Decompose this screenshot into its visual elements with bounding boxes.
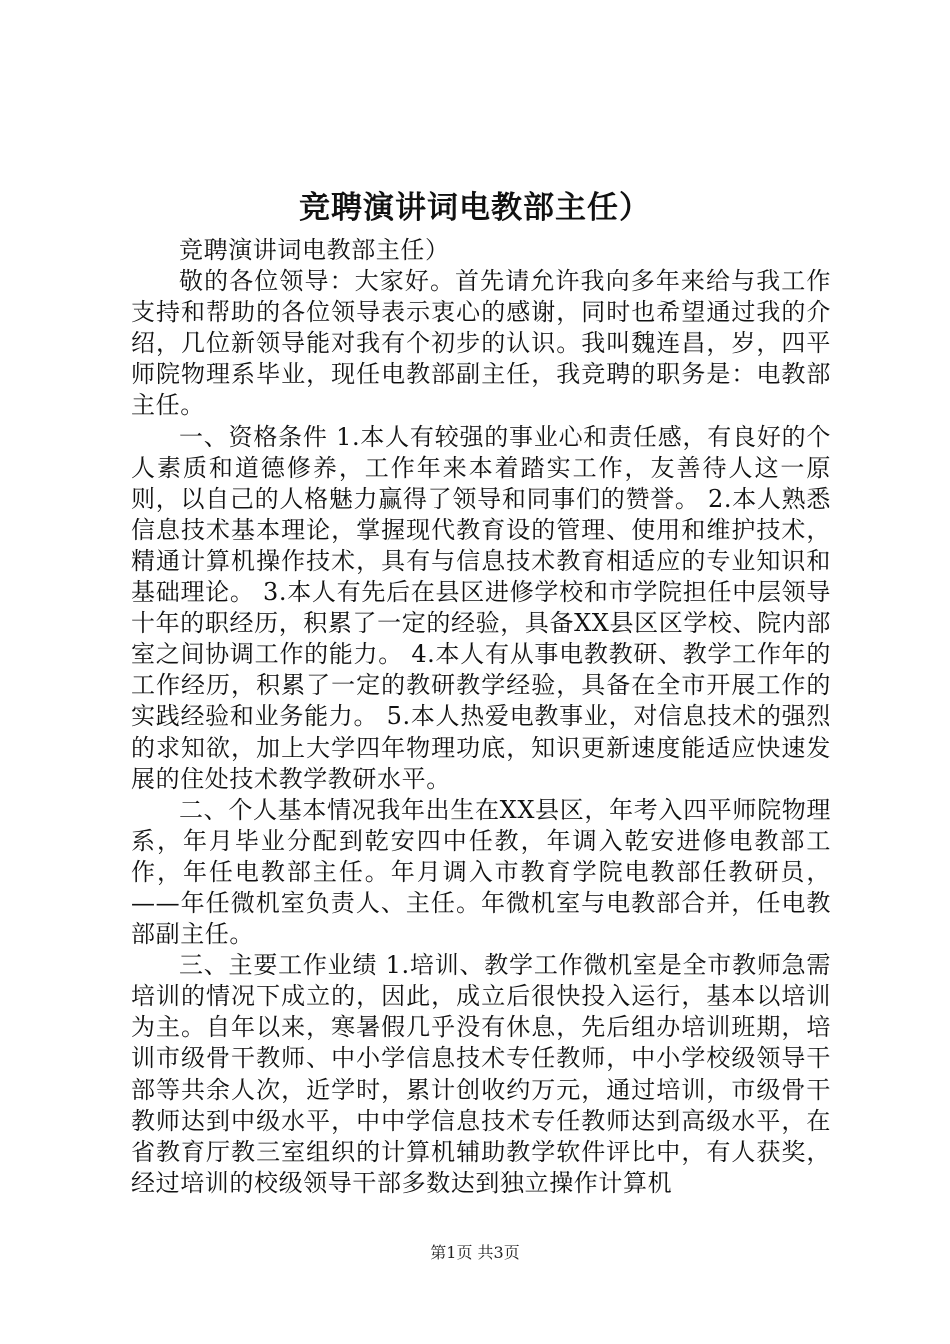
paragraph-subtitle: 竞聘演讲词电教部主任） <box>179 236 450 264</box>
document-title: 竞聘演讲词电教部主任） <box>299 190 651 226</box>
paragraph-achievements: 三、主要工作业绩 1.培训、教学工作微机室是全市教师急需培训的情况下成立的，因此，成立后很快投入运行，基本以培训为主。自年以来，寒暑假几乎没有休息，先后组办培训班期，培训市级骨干教师、中小学信息技术专任教师，中小学校级领导干部等共余人次，近学时，累计创收约万元，通过培训，市级骨干教师达到中级水平，中中学信息技术专任教师达到高级水平，在省教育厅教三室组织的计算机辅助教学软件评比中，有人获奖，经过培训的校级领导干部多数达到独立操作计算机 <box>131 951 831 1197</box>
paragraph-greeting: 敬的各位领导：大家好。首先请允许我向多年来给与我工作支持和帮助的各位领导表示衷心的感谢，同时也希望通过我的介绍，几位新领导能对我有个初步的认识。我叫魏连昌，岁，四平师院物理系毕业，现任电教部副主任，我竞聘的职务是：电教部主任。 <box>131 267 831 420</box>
paragraph-qualifications: 一、资格条件 1.本人有较强的事业心和责任感，有良好的个人素质和道德修养，工作年来本着踏实工作，友善待人这一原则，以自己的人格魅力赢得了领导和同事们的赞誉。 2.本人熟悉信息技术基本理论，掌握现代教育设的管理、使用和维护技术，精通计算机操作技术，具有与信息技术教育相适应的专业知识和基础理论。 3.本人有先后在县区进修学校和市学院担任中层领导十年的职经历，积累了一定的经验，具备XX县区区学校、院内部室之间协调工作的能力。 4.本人有从事电教教研、教学工作年的工作经历，积累了一定的教研教学经验，具备在全市开展工作的实践经验和业务能力。 5.本人热爱电教事业，对信息技术的强烈的求知欲，加上大学四年物理功底，知识更新速度能适应快速发展的住处技术教学教研水平。 <box>131 422 831 793</box>
document-body <box>131 235 831 1199</box>
page-footer: 第1页 共3页 <box>430 1243 520 1262</box>
paragraph-personal-info: 二、个人基本情况我年出生在XX县区，年考入四平师院物理系，年月毕业分配到乾安四中任教，年调入乾安进修电教部工作，年任电教部主任。年月调入市教育学院电教部任教研员，——年任微机室负责人、主任。年微机室与电教部合并，任电教部副主任。 <box>131 795 831 949</box>
